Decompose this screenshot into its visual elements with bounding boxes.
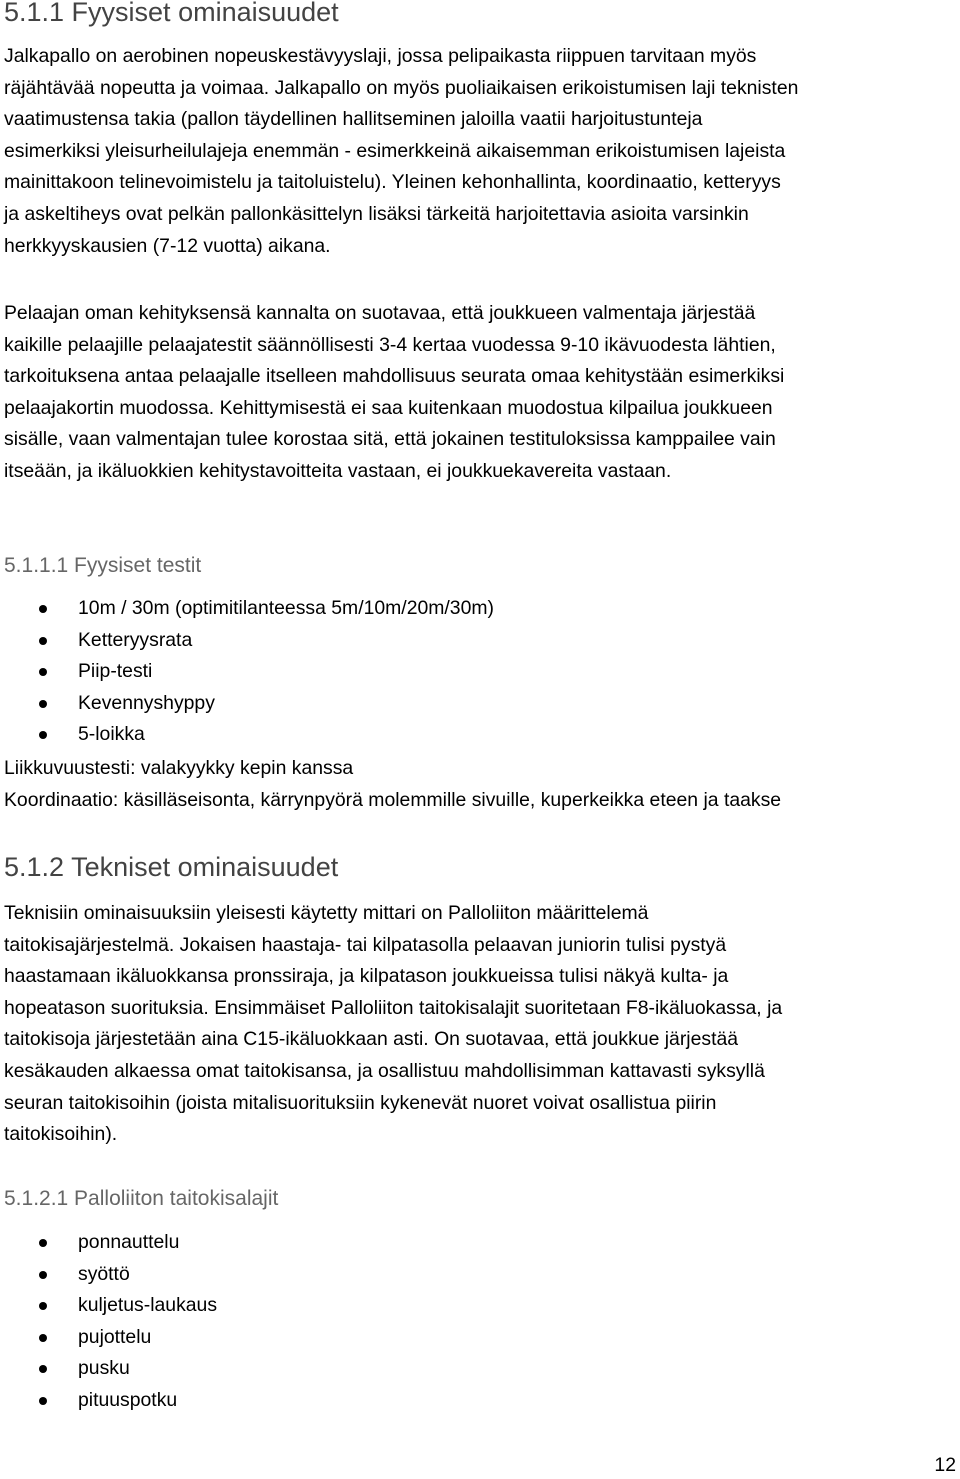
- list-item-label: ponnauttelu: [78, 1231, 180, 1253]
- list-item-label: syöttö: [78, 1262, 130, 1285]
- bullet-icon: [39, 605, 47, 613]
- text-line: kesäkauden alkaessa omat taitokisansa, ja osallistuu mahdollisimman kattavasti syksyllä: [4, 1059, 765, 1082]
- text-line: mainittakoon telinevoimistelu ja taitoluistelu). Yleinen kehonhallinta, koordinaatio, ketteryys: [4, 171, 781, 194]
- section-heading-technical: 5.1.2 Tekniset ominaisuudet: [4, 852, 339, 882]
- text-line: herkkyyskausien (7-12 vuotta) aikana.: [4, 234, 331, 257]
- text-line: haastamaan ikäluokkansa pronssiraja, ja kilpatason joukkueissa tulisi näkyä kulta- ja: [4, 965, 729, 988]
- list-item: [4, 1227, 217, 1259]
- subsection-heading-physical-tests: 5.1.1.1 Fyysiset testit: [4, 554, 202, 577]
- list-item: [4, 1290, 217, 1322]
- subsection-heading-skill-events: 5.1.2.1 Palloliiton taitokisalajit: [4, 1187, 279, 1210]
- bullet-icon: [39, 1397, 47, 1405]
- text-line: taitokisajärjestelmä. Jokaisen haastaja- tai kilpatasolla pelaavan juniorin tulisi pystyä: [4, 933, 727, 956]
- list-item-label: 10m / 30m (optimitilanteessa 5m/10m/20m/30m): [78, 597, 494, 619]
- list-item-label: pusku: [78, 1357, 130, 1380]
- text-line: ja askeltiheys ovat pelkän pallonkäsittelyn lisäksi tärkeitä harjoitettavia asioita varsinkin: [4, 202, 749, 225]
- paragraph-aerobic: [4, 41, 952, 262]
- list-item: [4, 593, 494, 625]
- text-line: itseään, ja ikäluokkien kehitystavoitteita vastaan, ei joukkuekavereita vastaan.: [4, 459, 672, 482]
- section-heading-physical: 5.1.1 Fyysiset ominaisuudet: [4, 0, 339, 27]
- skill-events-list: [4, 1227, 217, 1417]
- text-line: esimerkiksi yleisurheilulajeja enemmän - esimerkkeinä aikaisemman erikoistumisen lajeista: [4, 139, 786, 162]
- text-line: Pelaajan oman kehityksensä kannalta on suotavaa, että joukkueen valmentaja järjestää: [4, 302, 756, 324]
- mobility-test-line: Liikkuvuustesti: valakyykky kepin kanssa: [4, 757, 354, 779]
- bullet-icon: [39, 731, 47, 739]
- text-line: vaatimustensa takia (pallon täydellinen hallitseminen jaloilla vaatii harjoitustunteja: [4, 108, 703, 131]
- text-line: hopeatason suorituksia. Ensimmäiset Palloliiton taitokisalajit suoritetaan F8-ikäluokassa, ja: [4, 996, 783, 1019]
- bullet-icon: [39, 637, 47, 645]
- text-line: taitokisoja järjestetään aina C15-ikäluokkaan asti. On suotavaa, että joukkue järjestää: [4, 1028, 739, 1051]
- list-item-label: Kevennyshyppy: [78, 691, 215, 714]
- list-item-label: pituuspotku: [78, 1388, 178, 1411]
- text-line: taitokisoihin).: [4, 1123, 118, 1146]
- text-line: kaikille pelaajille pelaajatestit säännöllisesti 3-4 kertaa vuodessa 9-10 ikävuodesta lähtien,: [4, 333, 776, 356]
- text-line: Jalkapallo on aerobinen nopeuskestävyyslaji, jossa pelipaikasta riippuen tarvitaan myös: [4, 45, 757, 67]
- list-item: [4, 1385, 217, 1417]
- list-item: [4, 719, 494, 751]
- list-item-label: Ketteryysrata: [78, 628, 193, 651]
- text-line: räjähtävää nopeutta ja voimaa. Jalkapallo on myös puoliaikaisen erikoistumisen laji teknisten: [4, 76, 799, 99]
- list-item: [4, 1322, 217, 1354]
- bullet-icon: [39, 1334, 47, 1342]
- text-line: sisälle, vaan valmentajan tulee korostaa sitä, että jokainen testituloksissa kamppailee vain: [4, 428, 776, 451]
- bullet-icon: [39, 668, 47, 676]
- list-item: [4, 1353, 217, 1385]
- list-item-label: kuljetus-laukaus: [78, 1294, 218, 1317]
- bullet-icon: [39, 700, 47, 708]
- text-line: pelaajakortin muodossa. Kehittymisestä ei saa kuitenkaan muodostua kilpailua joukkueen: [4, 396, 773, 419]
- page-number: 12: [934, 1454, 956, 1476]
- physical-tests-list: [4, 593, 494, 751]
- paragraph-player-tests: [4, 298, 952, 488]
- text-line: seuran taitokisoihin (joista mitalisuorituksiin kykenevät nuoret voivat osallistua piirin: [4, 1091, 717, 1114]
- list-item-label: 5-loikka: [78, 723, 145, 746]
- list-item-label: Piip-testi: [78, 660, 153, 683]
- list-item: [4, 688, 494, 720]
- text-line: Teknisiin ominaisuuksiin yleisesti käytetty mittari on Palloliiton määrittelemä: [4, 902, 649, 924]
- bullet-icon: [39, 1302, 47, 1310]
- list-item: [4, 656, 494, 688]
- bullet-icon: [39, 1271, 47, 1279]
- coordination-line: Koordinaatio: käsilläseisonta, kärrynpyörä molemmille sivuille, kuperkeikka eteen ja taakse: [4, 789, 782, 811]
- text-line: tarkoituksena antaa pelaajalle itselleen mahdollisuus seurata omaa kehitystään esimerkiksi: [4, 365, 785, 388]
- paragraph-technical: [4, 898, 952, 1151]
- bullet-icon: [39, 1365, 47, 1373]
- list-item-label: pujottelu: [78, 1325, 152, 1348]
- list-item: [4, 1259, 217, 1291]
- list-item: [4, 625, 494, 657]
- bullet-icon: [39, 1239, 47, 1247]
